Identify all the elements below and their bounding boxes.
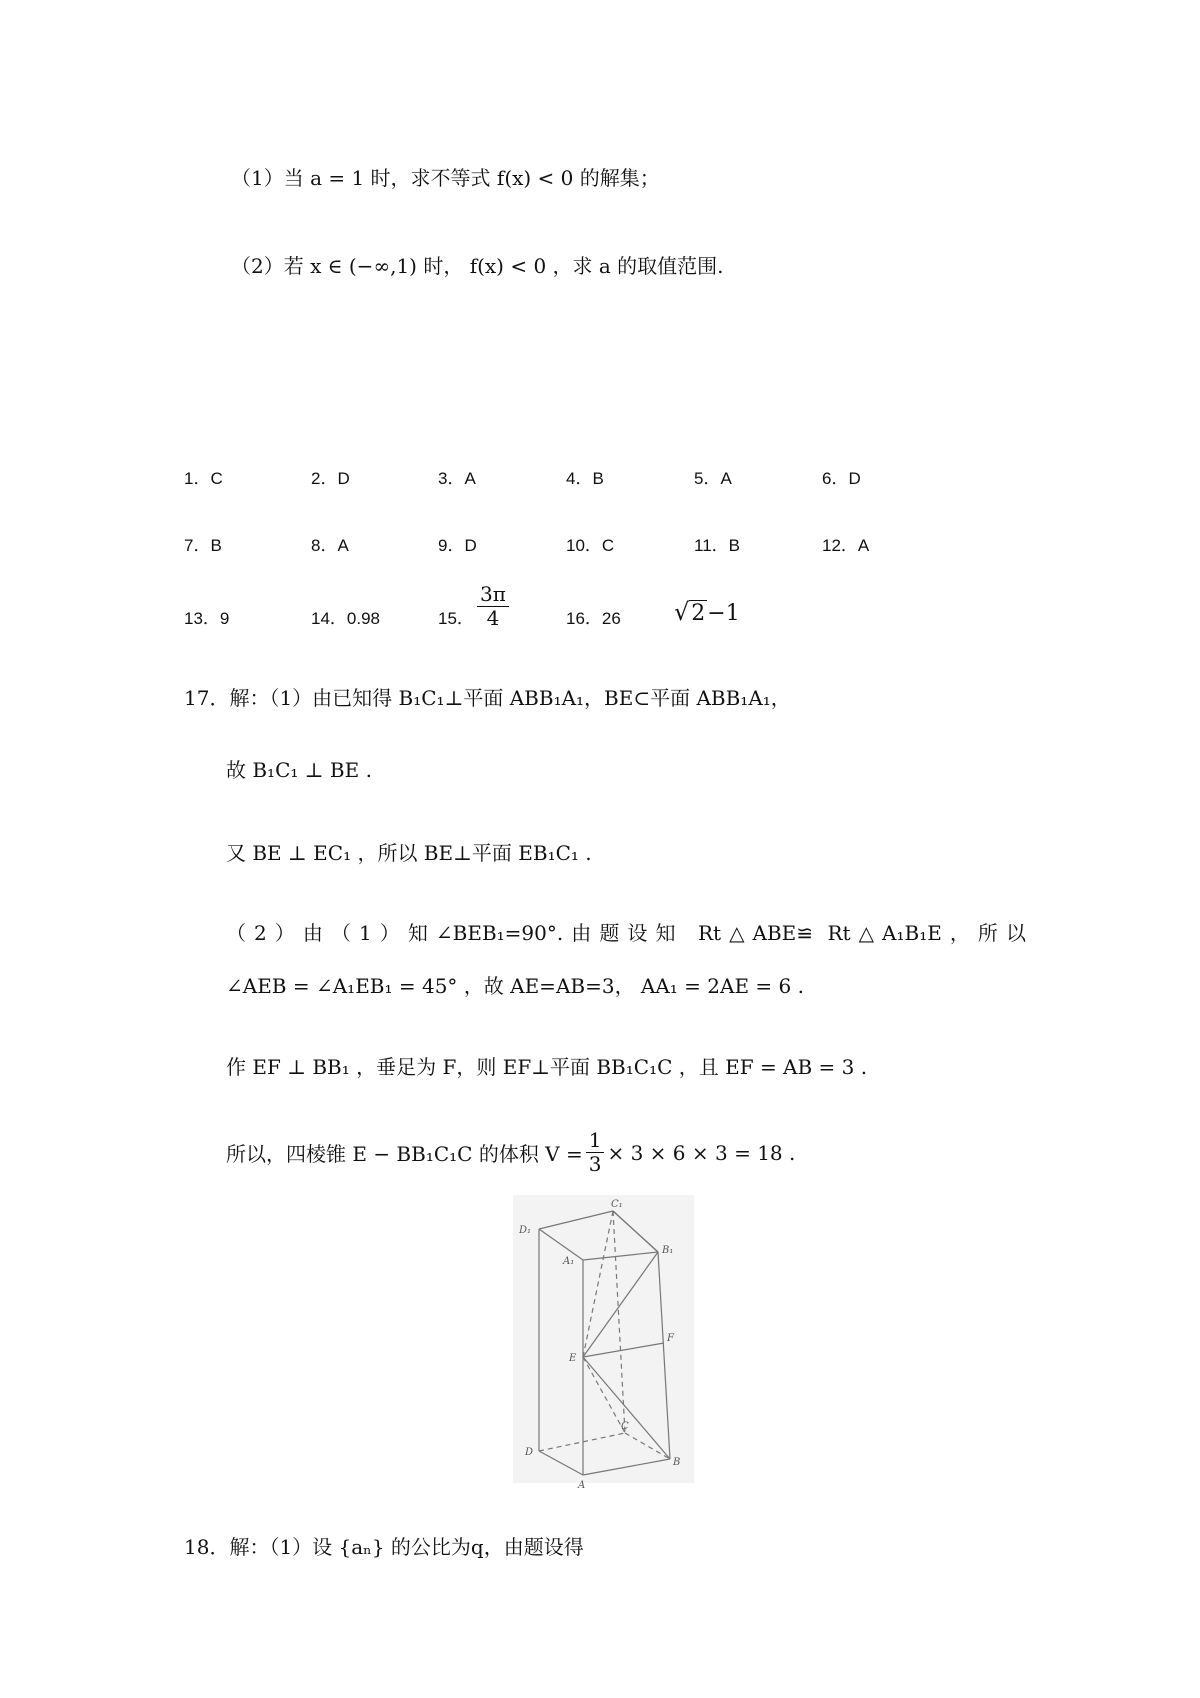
answer-2: 2．D — [311, 469, 350, 488]
solution-18-line-1: 18．解：（1）设 {aₙ} 的公比为q，由题设得 — [184, 1535, 584, 1559]
volume-fraction-denominator: 3 — [588, 1152, 602, 1176]
label-C1: C₁ — [611, 1199, 623, 1210]
answer-10: 10．C — [566, 536, 615, 555]
label-F: F — [667, 1333, 674, 1344]
answer-1: 1．C — [184, 469, 223, 488]
answer-16-radicand: 2 — [691, 601, 706, 626]
solution-17-line-5: ∠AEB = ∠A₁EB₁ = 45° ，故 AE=AB=3， AA₁ = 2AE = 6 . — [226, 974, 804, 998]
answer-15-numerator: 3π — [477, 584, 509, 607]
answer-11: 11．B — [694, 536, 740, 555]
answer-6: 6．D — [822, 469, 861, 488]
solution-17-line-1: 17．解：（1）由已知得 B₁C₁⊥平面 ABB₁A₁，BE⊂平面 ABB₁A₁， — [184, 686, 791, 710]
answer-15-denominator: 4 — [486, 606, 500, 630]
answer-8: 8．A — [311, 536, 349, 555]
answer-3: 3．A — [438, 469, 476, 488]
label-E: E — [569, 1353, 577, 1364]
volume-fraction — [586, 1130, 605, 1175]
answer-5: 5．A — [694, 469, 732, 488]
problem-part-1: （1）当 a = 1 时，求不等式 f(x) < 0 的解集； — [231, 166, 660, 190]
answer-15-fraction — [474, 584, 512, 629]
answer-9: 9．D — [438, 536, 477, 555]
label-C: C — [621, 1421, 629, 1432]
solution-17-line-4: （2）由（1）知∠BEB₁=90°.由题设知 Rt△ABE≌ Rt△A₁B₁E，所以 — [226, 921, 1026, 945]
solution-17-line-7-post: × 3 × 6 × 3 = 18 . — [607, 1140, 796, 1165]
prism-figure — [513, 1195, 694, 1491]
solution-17-line-3: 又 BE ⊥ EC₁ ，所以 BE⊥平面 EB₁C₁ . — [226, 841, 592, 865]
label-A: A — [578, 1480, 586, 1491]
prism-diagram — [513, 1195, 694, 1491]
volume-fraction-numerator: 1 — [586, 1130, 605, 1153]
answer-13: 13．9 — [184, 609, 230, 628]
answer-16-label: 16．26 — [566, 609, 621, 628]
problem-part-2: （2）若 x ∈ (−∞,1) 时， f(x) < 0 ，求 a 的取值范围. — [231, 254, 724, 278]
answer-16-sqrt — [674, 598, 740, 626]
solution-17-line-2: 故 B₁C₁ ⊥ BE . — [226, 758, 372, 782]
label-A1: A₁ — [563, 1256, 575, 1267]
answer-15-label: 15． — [438, 609, 474, 628]
answer-14: 14．0.98 — [311, 609, 380, 628]
solution-17-line-7 — [226, 1130, 795, 1175]
radical-sign-icon: √ — [674, 598, 690, 626]
label-D: D — [525, 1447, 534, 1458]
answer-16-tail: −1 — [707, 601, 740, 626]
answer-7: 7．B — [184, 536, 222, 555]
answer-4: 4．B — [566, 469, 604, 488]
label-B: B — [673, 1457, 681, 1468]
solution-17-line-7-pre: 所以，四棱锥 E − BB₁C₁C 的体积 V = — [226, 1142, 583, 1166]
label-D1: D₁ — [519, 1225, 532, 1236]
answer-12: 12．A — [822, 536, 870, 555]
label-B1: B₁ — [662, 1245, 674, 1256]
solution-17-line-6: 作 EF ⊥ BB₁ ，垂足为 F，则 EF⊥平面 BB₁C₁C ，且 EF = AB = 3 . — [226, 1055, 868, 1079]
